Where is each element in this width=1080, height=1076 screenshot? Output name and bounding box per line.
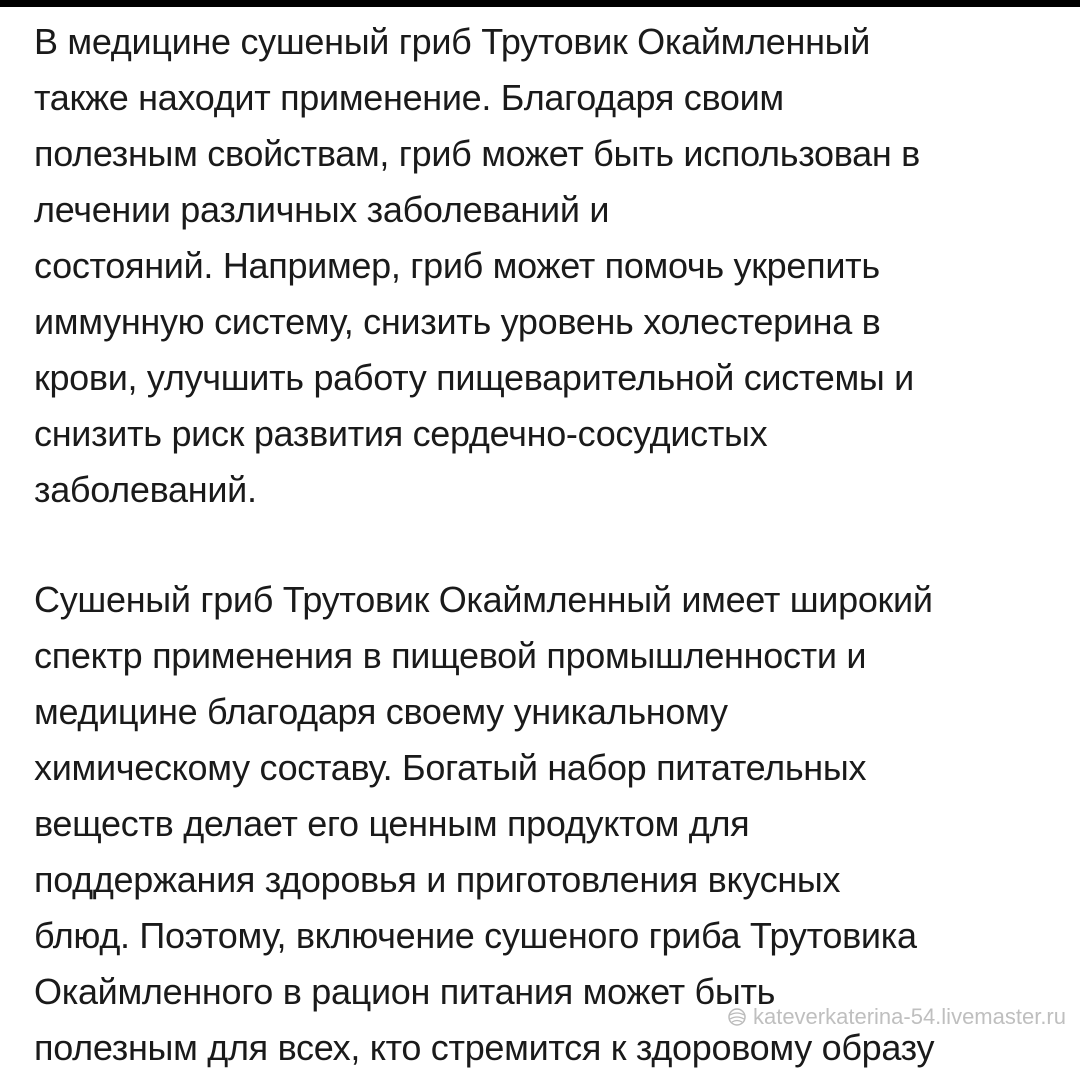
text-line: химическому составу. Богатый набор питательных	[34, 747, 867, 788]
text-line: спектр применения в пищевой промышленности и	[34, 635, 867, 676]
text-line: заболеваний.	[34, 469, 257, 510]
text-line: блюд. Поэтому, включение сушеного гриба Трутовика	[34, 915, 917, 956]
text-line: крови, улучшить работу пищеварительной системы и	[34, 357, 914, 398]
article-text	[34, 14, 1064, 1076]
text-line: полезным для всех, кто стремится к здоровому образу	[34, 1027, 935, 1068]
text-line: лечении различных заболеваний и	[34, 189, 610, 230]
paragraph-spacer	[34, 518, 1064, 572]
text-line: иммунную систему, снизить уровень холестерина в	[34, 301, 881, 342]
text-line: медицине благодаря своему уникальному	[34, 691, 728, 732]
text-line: поддержания здоровья и приготовления вкусных	[34, 859, 841, 900]
watermark-text: kateverkaterina-54.livemaster.ru	[752, 1004, 1066, 1029]
watermark	[727, 1004, 1066, 1030]
text-line: также находит применение. Благодаря своим	[34, 77, 784, 118]
text-line: состояний. Например, гриб может помочь укрепить	[34, 245, 880, 286]
paragraph-2	[34, 572, 1064, 1076]
text-line: полезным свойствам, гриб может быть использован в	[34, 133, 920, 174]
text-line: снизить риск развития сердечно-сосудистых	[34, 413, 768, 454]
text-line: Сушеный гриб Трутовик Окаймленный имеет широкий	[34, 579, 933, 620]
text-line: В медицине сушеный гриб Трутовик Окаймленный	[34, 21, 871, 62]
yarn-ball-icon	[727, 1007, 747, 1027]
text-line: Окаймленного в рацион питания может быть	[34, 971, 776, 1012]
top-bar	[0, 0, 1080, 7]
text-line: веществ делает его ценным продуктом для	[34, 803, 750, 844]
paragraph-1	[34, 14, 1064, 518]
